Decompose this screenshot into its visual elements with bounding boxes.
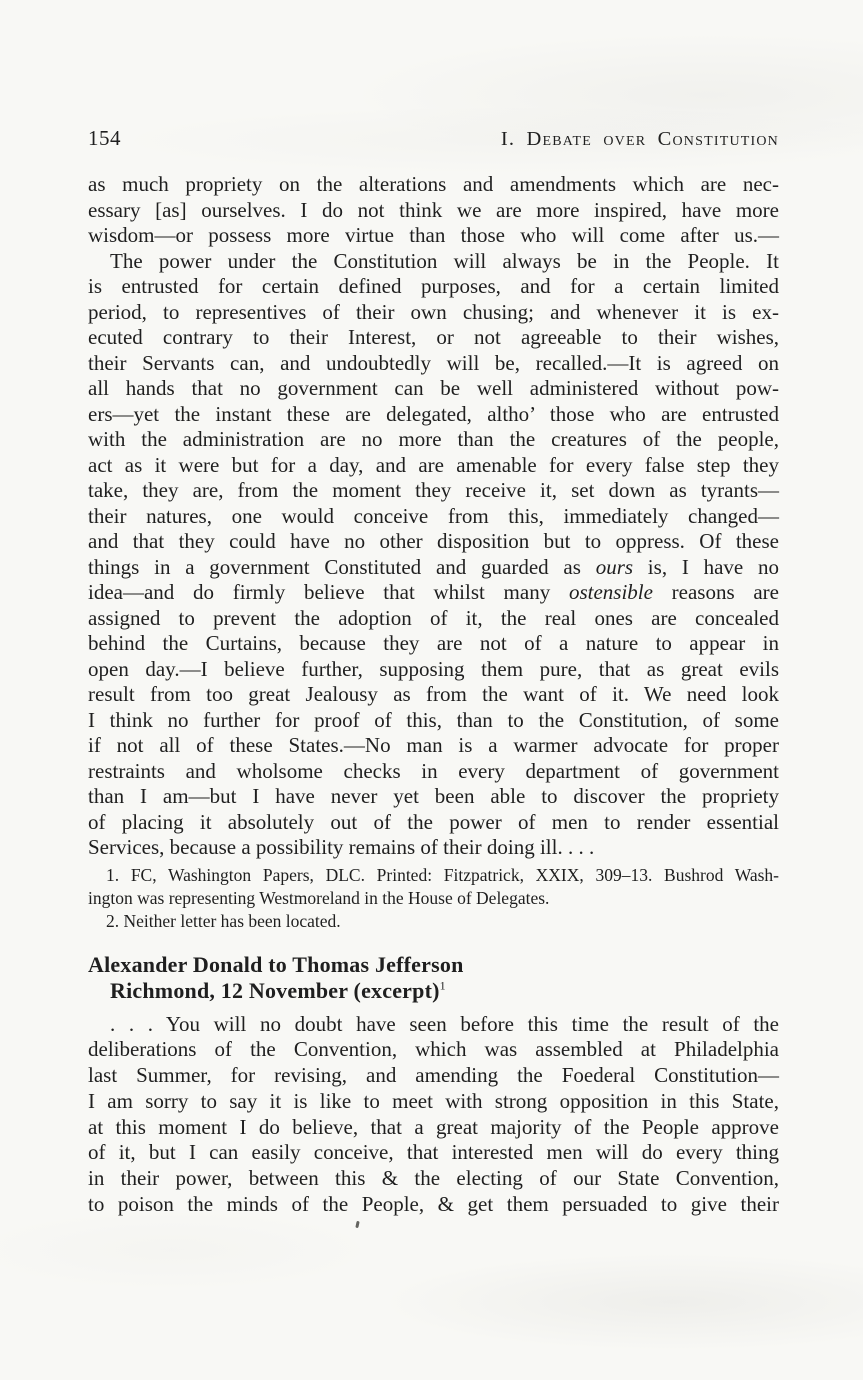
text-line xyxy=(88,325,779,351)
heading-place-date-text: Richmond, 12 November (excerpt) xyxy=(110,977,440,1003)
text-segment: Services, because a possibility remains of their doing ill. . . . xyxy=(88,835,595,859)
text-segment: and that they could have no other disposition but to oppress. Of these xyxy=(88,529,779,553)
text-line xyxy=(88,555,779,581)
text-line xyxy=(88,733,779,759)
excerpt-paragraph xyxy=(88,1012,779,1218)
text-line xyxy=(88,249,779,275)
text-line xyxy=(88,274,779,300)
text-segment: their Servants can, and undoubtedly will be, recalled.—It is agreed on xyxy=(88,350,779,375)
text-segment: result from too great Jealousy as from the want of it. We need look xyxy=(88,682,779,706)
text-line xyxy=(88,784,779,810)
letter-body xyxy=(88,172,779,861)
text-segment: of placing it absolutely out of the power of men to render essential xyxy=(88,809,779,834)
text-line xyxy=(88,300,779,326)
text-line xyxy=(88,606,779,632)
text-line xyxy=(88,1037,779,1063)
text-line xyxy=(88,453,779,479)
text-segment: last Summer, for revising, and amending the Foederal Constitution— xyxy=(88,1063,779,1088)
text-segment: than I am—but I have never yet been able to discover the propriety xyxy=(88,784,779,808)
text-segment: to poison the minds of the People, & get them persuaded to give their xyxy=(88,1192,779,1217)
paragraph-main xyxy=(88,249,779,861)
text-segment: The power under the Constitution will always be in the People. It xyxy=(110,248,779,273)
text-segment: act as it were but for a day, and are amenable for every false step they xyxy=(88,452,779,477)
text-segment: wisdom—or possess more virtue than those who will come after us.— xyxy=(88,223,779,247)
paragraph-continuation xyxy=(88,172,779,249)
page-number: 154 xyxy=(88,126,121,150)
text-segment: reasons are xyxy=(652,580,779,604)
text-segment: ington was representing Westmoreland in the House of Delegates. xyxy=(88,887,550,908)
text-line xyxy=(88,631,779,657)
text-line xyxy=(88,1115,779,1141)
text-line xyxy=(88,351,779,377)
running-head-title: I. Debate over Constitution xyxy=(500,128,779,150)
text-line xyxy=(88,810,779,836)
text-segment: with the administration are no more than the creatures of the people, xyxy=(88,427,779,451)
heading-place-date xyxy=(88,978,779,1004)
text-segment: ecuted contrary to their Interest, or not agreeable to their wishes, xyxy=(88,325,779,349)
text-segment: take, they are, from the moment they receive it, set down as tyrants— xyxy=(88,478,779,502)
text-segment: ers—yet the instant these are delegated, altho’ those who are entrusted xyxy=(88,401,779,426)
text-segment: restraints and wholsome checks in every department of government xyxy=(88,758,779,783)
text-line xyxy=(88,1012,779,1038)
text-line xyxy=(88,887,779,910)
heading-author-recipient: Alexander Donald to Thomas Jefferson xyxy=(88,951,464,977)
text-line xyxy=(88,504,779,530)
footnote-list xyxy=(88,864,779,933)
text-segment: their natures, one would conceive from this, immediately changed— xyxy=(88,503,779,528)
text-line xyxy=(88,172,779,198)
text-segment: things in a government Constituted and guarded as xyxy=(88,554,596,579)
footnotes xyxy=(88,864,779,933)
text-line xyxy=(88,682,779,708)
italic-text: ostensible xyxy=(568,580,653,604)
section-heading xyxy=(88,952,779,1004)
text-line xyxy=(88,529,779,555)
text-line xyxy=(88,835,779,861)
text-line xyxy=(88,478,779,504)
text-line xyxy=(88,1063,779,1089)
text-line xyxy=(88,427,779,453)
text-segment: deliberations of the Convention, which was assembled at Philadelphia xyxy=(88,1037,779,1062)
text-line xyxy=(88,223,779,249)
text-line xyxy=(88,910,779,933)
running-header xyxy=(88,0,779,151)
italic-text: ours xyxy=(595,554,634,579)
text-segment: if not all of these States.—No man is a warmer advocate for proper xyxy=(88,733,779,757)
text-segment: essary [as] ourselves. I do not think we are more inspired, have more xyxy=(88,197,779,222)
text-segment: 2. Neither letter has been located. xyxy=(106,910,341,931)
text-segment: I think no further for proof of this, than to the Constitution, of some xyxy=(88,707,779,732)
text-segment: in their power, between this & the electing of our State Convention, xyxy=(88,1166,779,1191)
text-segment: is entrusted for certain defined purposes, and for a certain limited xyxy=(88,274,779,298)
text-segment: behind the Curtains, because they are not of a nature to appear in xyxy=(88,631,779,655)
text-segment: . . . You will no doubt have seen before this time the result of the xyxy=(110,1011,779,1036)
text-segment: as much propriety on the alterations and amendments which are nec- xyxy=(88,172,779,196)
scan-ink-speck xyxy=(355,1221,359,1228)
text-line xyxy=(88,708,779,734)
text-line xyxy=(88,759,779,785)
text-segment: of it, but I can easily conceive, that interested men will do every thing xyxy=(88,1140,779,1165)
text-line xyxy=(88,376,779,402)
text-line xyxy=(88,580,779,606)
text-line xyxy=(88,198,779,224)
text-line xyxy=(88,402,779,428)
text-segment: period, to representives of their own chusing; and whenever it is ex- xyxy=(88,299,779,324)
text-segment: at this moment I do believe, that a great majority of the People approve xyxy=(88,1114,779,1139)
text-segment: 1. FC, Washington Papers, DLC. Printed: Fitzpatrick, XXIX, 309–13. Bushrod Wash- xyxy=(106,864,779,885)
text-segment: assigned to prevent the adoption of it, the real ones are concealed xyxy=(88,605,779,630)
text-line xyxy=(88,864,779,887)
text-segment: all hands that no government can be well administered without pow- xyxy=(88,376,779,400)
footnote-reference-superscript: 1 xyxy=(439,978,446,993)
text-segment: I am sorry to say it is like to meet with strong opposition in this State, xyxy=(88,1088,779,1113)
text-line xyxy=(88,1089,779,1115)
excerpt-lines xyxy=(88,1012,779,1218)
text-segment: open day.—I believe further, supposing them pure, that as great evils xyxy=(88,656,779,681)
text-line xyxy=(88,1140,779,1166)
text-segment: is, I have no xyxy=(633,554,779,579)
text-line xyxy=(88,657,779,683)
text-line xyxy=(88,1166,779,1192)
text-line xyxy=(88,1192,779,1218)
text-segment: idea—and do firmly believe that whilst many xyxy=(88,580,569,604)
